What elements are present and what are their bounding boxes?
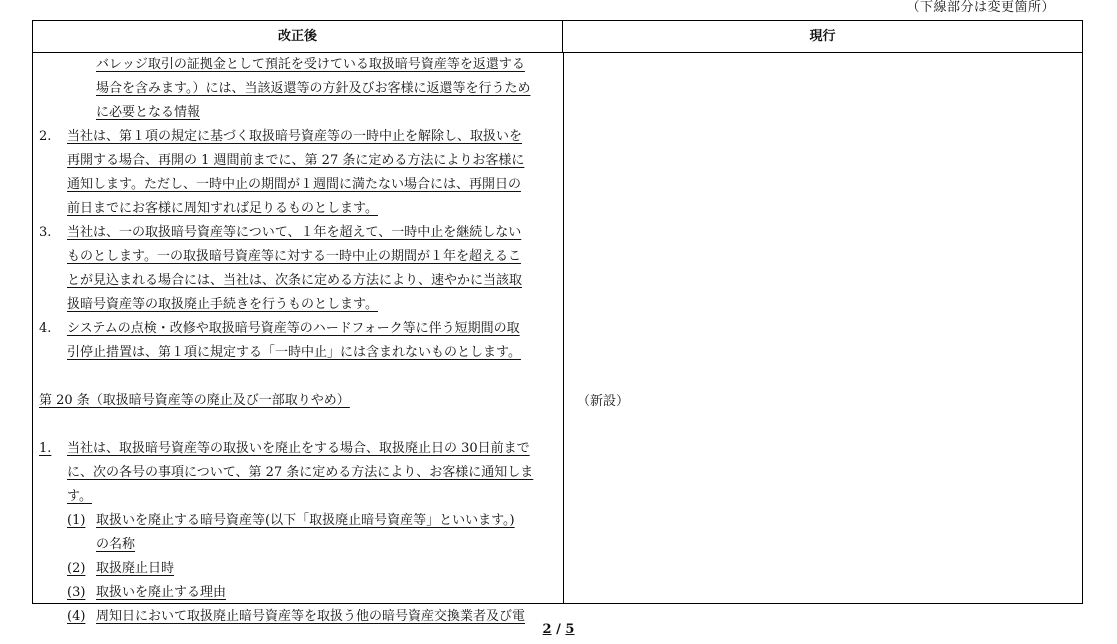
text-line: 取扱廃止日時 — [96, 561, 175, 576]
text-line: 取扱いを廃止する理由 — [96, 585, 227, 600]
comparison-table — [32, 20, 1083, 624]
text-line: 周知日において取扱廃止暗号資産等を取扱う他の暗号資産交換業者及び電 — [96, 609, 526, 624]
text-line: す。 — [67, 489, 92, 504]
header-revised: 改正後 — [33, 21, 563, 53]
text-line: 通知します。ただし、一時中止の期間が１週間に満たない場合には、再開日の — [67, 177, 521, 192]
text-line: 場合を含みます。）には、当該返還等の方針及びお客様に返還等を行うため — [96, 81, 531, 96]
header-current: 現行 — [563, 21, 1082, 53]
sub-number-3: (3) — [67, 585, 86, 600]
text-line: に、次の各号の事項について、第 27 条に定める方法により、お客様に通知しま — [67, 465, 534, 480]
text-line: 取扱いを廃止する暗号資産等(以下「取扱廃止暗号資産等」といいます。) — [96, 513, 515, 528]
text-line: とが見込まれる場合には、当社は、次条に定める方法により、速やかに当該取 — [67, 273, 523, 288]
item-number-4: 4. — [39, 321, 52, 336]
sub-number-2: (2) — [67, 561, 86, 576]
text-line: ものとします。一の取扱暗号資産等に対する一時中止の期間が１年を超えるこ — [67, 249, 521, 264]
page-current: 2 — [542, 622, 552, 637]
text-line: 再開する場合、再開の 1 週間前までに、第 27 条に定める方法によりお客様に — [67, 153, 525, 168]
text-line: 当社は、一の取扱暗号資産等について、１年を超えて、一時中止を継続しない — [67, 225, 522, 240]
change-note: （下線部分は変更箇所） — [906, 0, 1055, 15]
text-line: の名称 — [96, 537, 136, 552]
text-line: 引停止措置は、第１項に規定する「一時中止」には含まれないものとします。 — [67, 345, 521, 360]
text-line: 前日までにお客様に周知すれば足りるものとします。 — [67, 201, 378, 216]
sub-number-1: (1) — [67, 513, 86, 528]
article-title: 第 20 条（取扱暗号資産等の廃止及び一部取りやめ） — [39, 393, 350, 408]
text-line: 当社は、第１項の規定に基づく取扱暗号資産等の一時中止を解除し、取扱いを — [67, 129, 523, 144]
new-provision-label: （新設） — [577, 394, 630, 409]
text-line: バレッジ取引の証拠金として預託を受けている取扱暗号資産等を返還する — [96, 57, 525, 72]
page-indicator — [0, 622, 1117, 637]
sub-number-4: (4) — [67, 609, 86, 624]
column-divider — [563, 53, 564, 603]
text-line: システムの点検・改修や取扱暗号資産等のハードフォーク等に伴う短期間の取 — [67, 321, 520, 336]
revised-column — [33, 53, 563, 624]
page-separator: / — [556, 622, 561, 637]
item-number-3: 3. — [39, 225, 52, 240]
text-line: に必要となる情報 — [96, 105, 201, 120]
page-total: 5 — [565, 622, 575, 637]
item-number-2: 2. — [39, 129, 52, 144]
text-line: 当社は、取扱暗号資産等の取扱いを廃止をする場合、取扱廃止日の 30日前まで — [67, 441, 530, 456]
text-line: 扱暗号資産等の取扱廃止手続きを行うものとします。 — [67, 297, 378, 312]
item-number-1: 1. — [39, 441, 52, 456]
